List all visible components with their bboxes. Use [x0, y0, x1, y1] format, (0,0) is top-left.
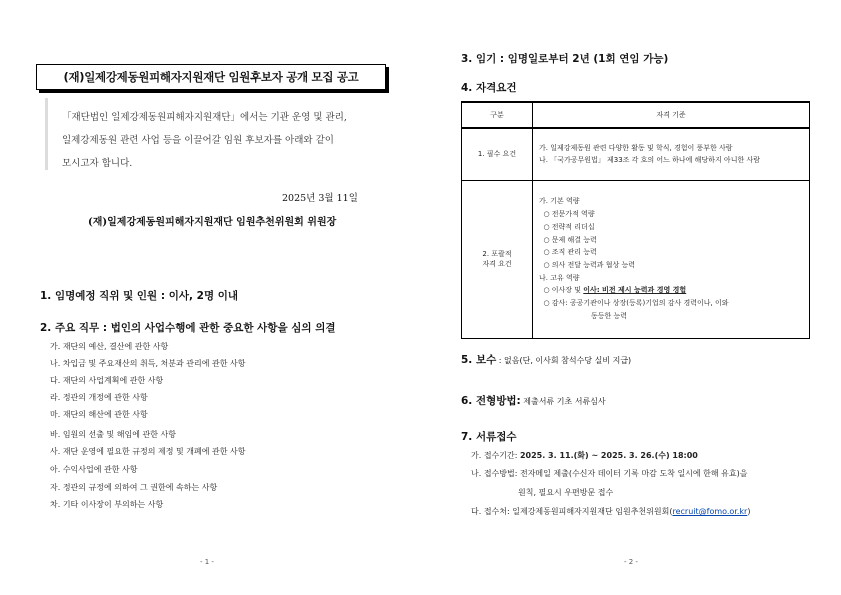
duty-item: 사. 재단 운영에 필요한 규정의 제정 및 개폐에 관한 사항 [50, 447, 246, 456]
duty-item: 차. 기타 이사장이 부의하는 사항 [50, 500, 164, 509]
duty-item: 바. 임원의 선출 및 해임에 관한 사항 [50, 430, 176, 439]
requirement-line: ○ 감사: 공공기관이나 상장(등록)기업의 감사 경력이나, 이와 [539, 299, 729, 308]
row-label-line: 2. 포괄적 [482, 250, 512, 258]
receipt-place-suffix: ) [747, 507, 751, 516]
requirement-line: ○ 전문가적 역량 [539, 210, 595, 219]
receipt-period-value: 2025. 3. 11.(화) ~ 2025. 3. 26.(수) 18:00 [519, 451, 698, 460]
document-title: (재)일제강제동원피해자지원재단 임원후보자 공개 모집 공고 [36, 64, 386, 90]
duty-item: 아. 수익사업에 관한 사항 [50, 465, 138, 474]
page-2 [421, 0, 841, 595]
requirement-line: 동등한 능력 [591, 311, 628, 320]
requirement-line: ○ 문제 해결 능력 [539, 235, 597, 244]
requirement-line: 나. 고유 역량 [539, 273, 580, 282]
row-content [533, 128, 810, 180]
email-link[interactable]: recruit@fomo.or.kr [672, 507, 748, 516]
row-label [462, 180, 533, 338]
receipt-place-text: 다. 접수처: 일제강제동원피해자지원재단 임원추천위원회( [471, 507, 673, 516]
section-4-heading: 4. 자격요건 [461, 82, 517, 94]
table-header: 구분 [462, 102, 533, 128]
requirement-line: 가. 일제강제동원 관련 다양한 활동 및 학식, 경험이 풍부한 사람 [539, 143, 733, 152]
duty-item: 다. 재단의 사업계획에 관한 사항 [50, 376, 164, 385]
row-content [533, 180, 810, 338]
section-6-heading: 6. 전형방법: [461, 395, 521, 407]
receipt-method-line-1: 나. 접수방법: 전자메일 제출(수신자 데이터 기록 마감 도착 일시에 한해 유효)을 [471, 469, 748, 478]
requirement-line: ○ 전략적 리더십 [539, 222, 595, 231]
receipt-place [471, 506, 750, 517]
intro-line-3: 모시고자 합니다. [62, 158, 133, 169]
page-1 [0, 0, 420, 595]
table-row [462, 128, 810, 180]
section-6-body: 제출서류 기초 서류심사 [520, 397, 606, 406]
section-5-body: : 없음(단, 이사회 참석수당 실비 지급) [496, 356, 632, 365]
duty-item: 가. 재단의 예산, 결산에 관한 사항 [50, 342, 169, 351]
requirement-line [539, 284, 803, 297]
section-2-heading: 2. 주요 직무 : 법인의 사업수행에 관한 중요한 사항을 심의 의결 [40, 322, 336, 334]
duty-item: 라. 정관의 개정에 관한 사항 [50, 393, 148, 402]
duty-item: 나. 차입금 및 주요재산의 취득, 처분과 관리에 관한 사항 [50, 359, 246, 368]
row-label: 1. 필수 요건 [462, 128, 533, 180]
notice-issuer: (재)일제강제동원피해자지원재단 임원추천위원회 위원장 [88, 217, 337, 228]
requirement-text: ○ 이사장 및 [539, 286, 584, 295]
requirement-line: 나. 「국가공무원법」 제33조 각 호의 어느 하나에 해당하지 아니한 사람 [539, 156, 760, 165]
intro-line-1: 「재단법인 일제강제동원피해자지원재단」에서는 기관 운영 및 관리, [62, 112, 347, 123]
intro-line-2: 일제강제동원 관련 사업 등을 이끌어갈 임원 후보자를 아래와 같이 [62, 135, 334, 146]
requirement-emphasis: 이사: 비전 제시 능력과 경영 경험 [583, 286, 687, 295]
section-5 [461, 352, 631, 367]
table-row [462, 180, 810, 338]
section-3-heading: 3. 임기 : 임명일로부터 2년 (1회 연임 가능) [461, 53, 669, 65]
qualification-table [461, 101, 810, 339]
section-1-heading: 1. 임명예정 직위 및 인원 : 이사, 2명 이내 [40, 290, 239, 302]
requirement-line: 가. 기본 역량 [539, 197, 580, 206]
page-number: - 2 - [624, 558, 638, 566]
notice-date: 2025년 3월 11일 [282, 193, 358, 204]
intro-bar [45, 98, 48, 170]
receipt-period [471, 450, 698, 461]
duty-item: 자. 정관의 규정에 의하여 그 권한에 속하는 사항 [50, 483, 218, 492]
section-5-heading: 5. 보수 [461, 354, 497, 366]
duty-item: 마. 재단의 해산에 관한 사항 [50, 410, 148, 419]
receipt-method-line-2: 원칙, 필요시 우편방문 접수 [518, 488, 614, 497]
receipt-period-label: 가. 접수기간: [471, 451, 520, 460]
section-6 [461, 393, 606, 408]
requirement-line: ○ 조직 관리 능력 [539, 248, 597, 257]
table-header: 자격 기준 [533, 102, 810, 128]
page-number: - 1 - [200, 558, 214, 566]
requirement-line: ○ 의사 전달 능력과 협상 능력 [539, 261, 636, 269]
section-7-heading: 7. 서류접수 [461, 431, 517, 443]
row-label-line: 자격 요건 [482, 260, 512, 268]
